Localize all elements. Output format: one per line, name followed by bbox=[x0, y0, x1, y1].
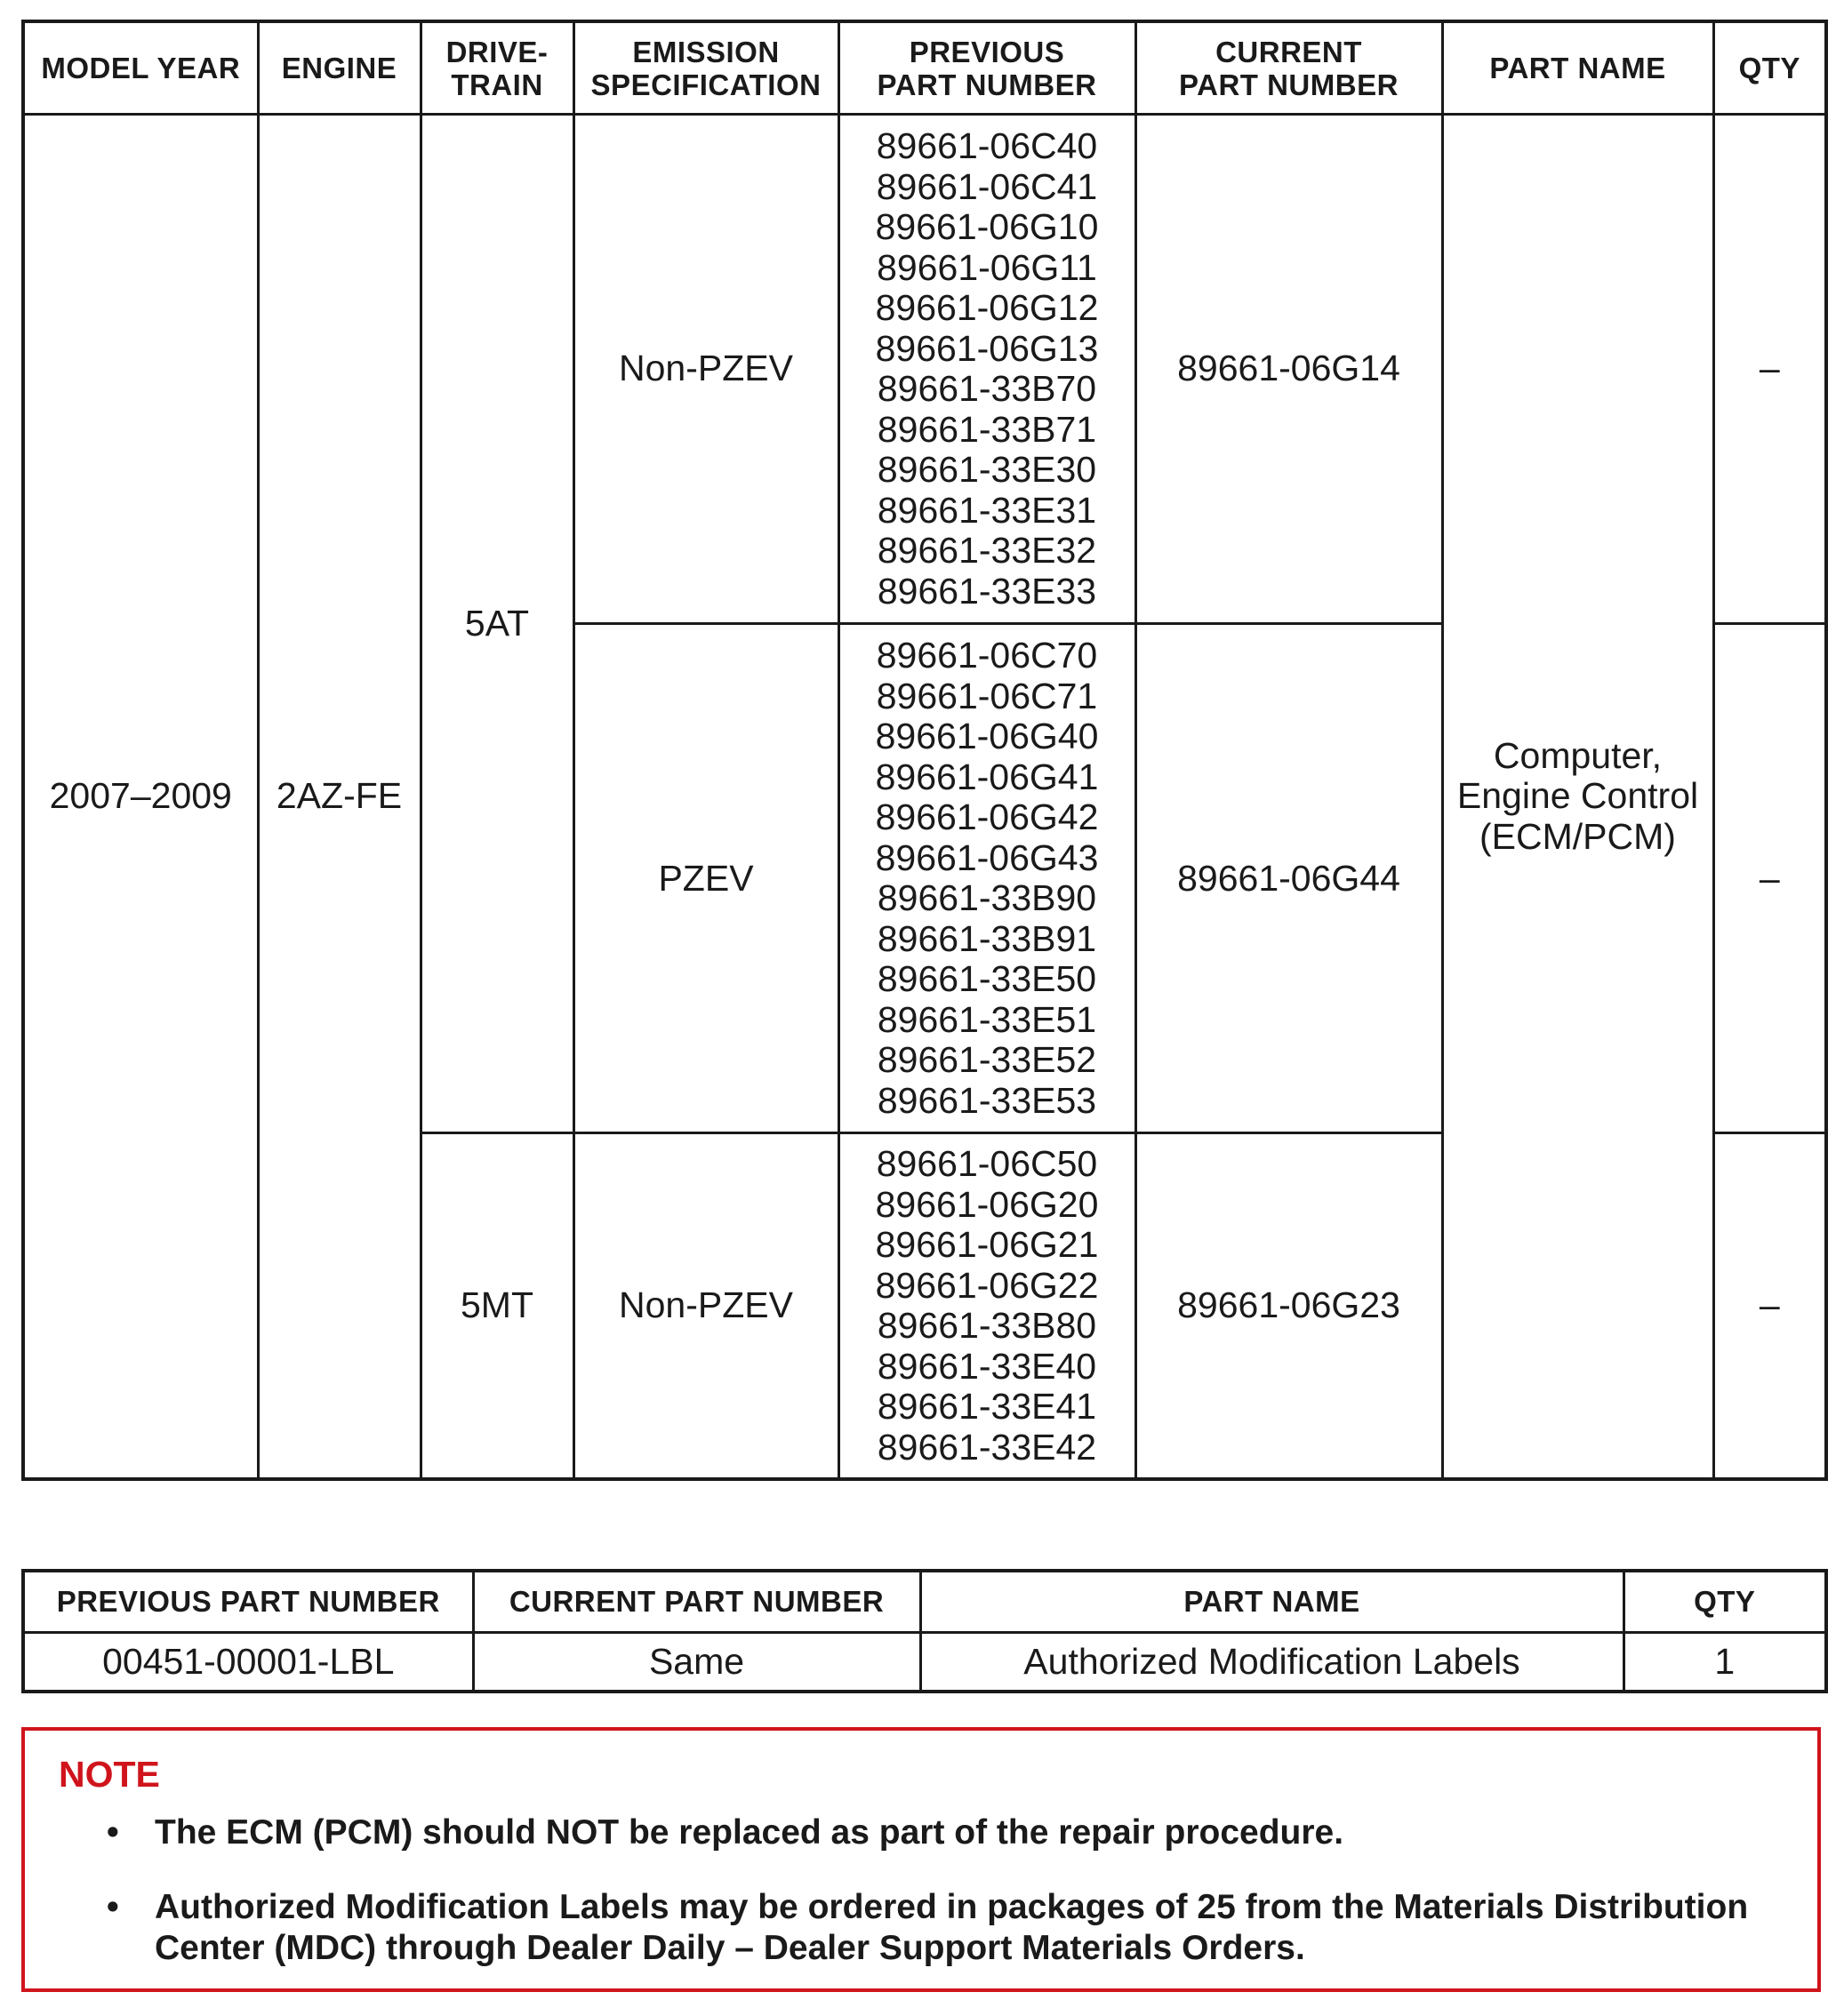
qty-cell: – bbox=[1713, 1133, 1826, 1479]
previous-part-list bbox=[838, 1133, 1135, 1479]
current-part-cell: 89661-06G44 bbox=[1135, 624, 1442, 1133]
note-text: Authorized Modification Labels may be ordered in packages of 25 from the Materials Distribution Center (MDC) through Dealer Daily – Dealer Support Materials Orders. bbox=[155, 1888, 1749, 1967]
header-current-line1: CURRENT bbox=[1215, 35, 1362, 68]
previous-part-number: 89661-33B71 bbox=[877, 408, 1097, 450]
previous-part-number: 89661-06G10 bbox=[875, 206, 1099, 248]
header-current-part-number: CURRENT PART NUMBER bbox=[473, 1571, 920, 1633]
previous-part-number: 89661-33E33 bbox=[877, 570, 1097, 612]
previous-part-number: 89661-06C70 bbox=[876, 635, 1098, 676]
header-emission-line2: SPECIFICATION bbox=[590, 68, 822, 101]
previous-part-number: 89661-06C50 bbox=[876, 1143, 1098, 1185]
previous-part-number: 89661-06C40 bbox=[876, 125, 1098, 167]
note-item bbox=[78, 1887, 1768, 1969]
note-title: NOTE bbox=[59, 1754, 160, 1795]
previous-part-number: 89661-33B70 bbox=[877, 368, 1097, 410]
header-drivetrain-line2: TRAIN bbox=[451, 68, 543, 101]
previous-part-list bbox=[838, 624, 1135, 1133]
previous-part-number: 89661-33E51 bbox=[877, 998, 1097, 1040]
previous-part-number: 89661-33E50 bbox=[877, 958, 1097, 1000]
header-model-year: MODEL YEAR bbox=[23, 21, 258, 115]
previous-part-number: 89661-33B90 bbox=[877, 877, 1097, 919]
part-name-line3: (ECM/PCM) bbox=[1479, 815, 1676, 857]
header-previous-part-number: PREVIOUS PART NUMBER bbox=[23, 1571, 473, 1633]
label-previous-part-cell: 00451-00001-LBL bbox=[23, 1633, 473, 1692]
header-drivetrain-line1: DRIVE- bbox=[445, 35, 549, 68]
note-item bbox=[78, 1812, 1768, 1853]
header-current-line2: PART NUMBER bbox=[1179, 68, 1399, 101]
part-name-line1: Computer, bbox=[1493, 734, 1663, 776]
previous-part-number: 89661-33E53 bbox=[877, 1079, 1097, 1121]
note-box bbox=[21, 1727, 1821, 1992]
note-text: The ECM (PCM) should NOT be replaced as part of the repair procedure. bbox=[155, 1813, 1344, 1852]
previous-part-number: 89661-06G41 bbox=[875, 756, 1099, 797]
label-current-part-cell: Same bbox=[473, 1633, 920, 1692]
previous-part-list bbox=[838, 115, 1135, 624]
previous-part-number: 89661-33E42 bbox=[877, 1426, 1097, 1468]
header-qty: QTY bbox=[1624, 1571, 1826, 1633]
previous-part-number: 89661-33E32 bbox=[877, 530, 1097, 572]
qty-cell: – bbox=[1713, 115, 1826, 624]
current-part-cell: 89661-06G14 bbox=[1135, 115, 1442, 624]
header-part-name: PART NAME bbox=[1442, 21, 1713, 115]
emission-cell: Non-PZEV bbox=[573, 115, 838, 624]
previous-part-number: 89661-33E40 bbox=[877, 1345, 1097, 1387]
header-emission-spec bbox=[573, 21, 838, 115]
table-header-row bbox=[23, 1571, 1826, 1633]
previous-part-number: 89661-06C41 bbox=[876, 165, 1098, 207]
emission-cell: Non-PZEV bbox=[573, 1133, 838, 1479]
previous-part-number: 89661-33B80 bbox=[877, 1305, 1097, 1347]
previous-part-number: 89661-33E31 bbox=[877, 489, 1097, 531]
header-current-part-number bbox=[1135, 21, 1442, 115]
previous-part-number: 89661-06G21 bbox=[875, 1224, 1099, 1266]
header-previous-line2: PART NUMBER bbox=[877, 68, 1097, 101]
previous-part-number: 89661-06G22 bbox=[875, 1264, 1099, 1306]
previous-part-number: 89661-33B91 bbox=[877, 917, 1097, 959]
header-engine: ENGINE bbox=[258, 21, 421, 115]
previous-part-number: 89661-06G13 bbox=[875, 327, 1099, 369]
label-qty-cell: 1 bbox=[1624, 1633, 1826, 1692]
header-qty: QTY bbox=[1713, 21, 1826, 115]
previous-part-number: 89661-06C71 bbox=[876, 675, 1098, 716]
label-part-name-cell: Authorized Modification Labels bbox=[920, 1633, 1624, 1692]
header-previous-part-number bbox=[838, 21, 1135, 115]
current-part-cell: 89661-06G23 bbox=[1135, 1133, 1442, 1479]
label-parts-table bbox=[21, 1569, 1828, 1693]
header-drivetrain bbox=[421, 21, 573, 115]
header-part-name: PART NAME bbox=[920, 1571, 1624, 1633]
part-name-cell bbox=[1442, 115, 1713, 1479]
parts-table bbox=[21, 20, 1828, 1481]
part-name-line2: Engine Control bbox=[1456, 775, 1699, 817]
previous-part-number: 89661-06G20 bbox=[875, 1183, 1099, 1225]
drivetrain-5mt-cell: 5MT bbox=[421, 1133, 573, 1479]
previous-part-number: 89661-06G43 bbox=[875, 836, 1099, 878]
table-row bbox=[23, 1633, 1826, 1692]
previous-part-number: 89661-33E30 bbox=[877, 449, 1097, 491]
engine-cell: 2AZ-FE bbox=[258, 115, 421, 1479]
previous-part-number: 89661-33E52 bbox=[877, 1039, 1097, 1081]
header-previous-line1: PREVIOUS bbox=[909, 35, 1065, 68]
previous-part-number: 89661-06G40 bbox=[875, 716, 1099, 757]
previous-part-number: 89661-06G11 bbox=[877, 246, 1097, 288]
emission-cell: PZEV bbox=[573, 624, 838, 1133]
table-row bbox=[23, 115, 1826, 624]
bullet-icon: • bbox=[107, 1813, 119, 1852]
drivetrain-5at-cell: 5AT bbox=[421, 115, 573, 1133]
previous-part-number: 89661-06G42 bbox=[875, 796, 1099, 838]
header-emission-line1: EMISSION bbox=[632, 35, 780, 68]
table-header-row bbox=[23, 21, 1826, 115]
bullet-icon: • bbox=[107, 1888, 119, 1926]
previous-part-number: 89661-06G12 bbox=[875, 287, 1099, 329]
previous-part-number: 89661-33E41 bbox=[877, 1386, 1097, 1428]
qty-cell: – bbox=[1713, 624, 1826, 1133]
model-year-cell: 2007–2009 bbox=[23, 115, 258, 1479]
